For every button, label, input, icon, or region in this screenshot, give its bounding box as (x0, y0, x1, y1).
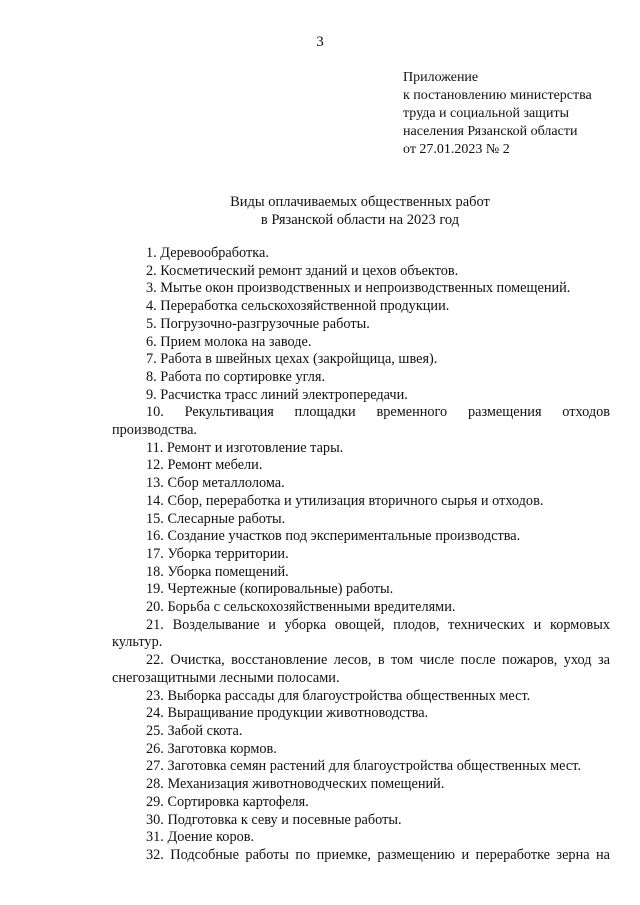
list-item: 12. Ремонт мебели. (146, 457, 263, 474)
list-item: 9. Расчистка трасс линий электропередачи. (146, 386, 408, 403)
list-item: 7. Работа в швейных цехах (закройщица, швея). (146, 351, 438, 368)
list-item: 30. Подготовка к севу и посевные работы. (146, 811, 402, 828)
list-item: 14. Сбор, переработка и утилизация вторичного сырья и отходов. (146, 492, 544, 509)
list-item: 31. Доение коров. (146, 829, 255, 846)
title-line: в Рязанской области на 2023 год (260, 212, 460, 228)
appendix-header (403, 69, 633, 159)
list-item-continuation: культур. (112, 634, 163, 651)
list-item: 29. Сортировка картофеля. (146, 793, 309, 810)
list-item: 5. Погрузочно-разгрузочные работы. (146, 315, 370, 332)
list-item: 6. Прием молока на заводе. (146, 333, 312, 350)
list-item: 15. Слесарные работы. (146, 510, 286, 527)
page-number: 3 (316, 34, 324, 50)
list-item: 28. Механизация животноводческих помещений. (146, 776, 445, 793)
list-item: 2. Косметический ремонт зданий и цехов объектов. (146, 262, 459, 279)
list-item: 24. Выращивание продукции животноводства. (146, 705, 429, 722)
appendix-line: населения Рязанской области (403, 124, 578, 139)
list-item: 22. Очистка, восстановление лесов, в том числе после пожаров, уход за (146, 652, 610, 669)
appendix-line: Приложение (403, 70, 479, 85)
list-item: 16. Создание участков под экспериментальные производства. (146, 528, 521, 545)
works-list (112, 245, 610, 865)
list-item: 20. Борьба с сельскохозяйственными вредителями. (146, 599, 456, 616)
list-item: 4. Переработка сельскохозяйственной продукции. (146, 298, 450, 315)
document-title (0, 193, 640, 229)
list-item: 21. Возделывание и уборка овощей, плодов, технических и кормовых (146, 616, 610, 633)
list-item: 17. Уборка территории. (146, 545, 289, 562)
list-item: 18. Уборка помещений. (146, 563, 289, 580)
list-item-continuation: производства. (112, 422, 197, 439)
list-item: 19. Чертежные (копировальные) работы. (146, 581, 394, 598)
appendix-line: к постановлению министерства (403, 88, 592, 103)
title-line: Виды оплачиваемых общественных работ (230, 194, 490, 210)
list-item: 11. Ремонт и изготовление тары. (146, 439, 344, 456)
list-item: 26. Заготовка кормов. (146, 740, 277, 757)
list-item: 32. Подсобные работы по приемке, размещению и переработке зерна на (146, 846, 610, 863)
list-item: 8. Работа по сортировке угля. (146, 368, 326, 385)
list-item: 23. Выборка рассады для благоустройства общественных мест. (146, 687, 531, 704)
list-item: 27. Заготовка семян растений для благоустройства общественных мест. (146, 758, 581, 775)
list-item: 13. Сбор металлолома. (146, 475, 285, 492)
appendix-line: труда и социальной защиты (403, 106, 569, 121)
list-item-continuation: снегозащитными лесными полосами. (112, 669, 340, 686)
appendix-line: от 27.01.2023 № 2 (403, 142, 510, 157)
list-item: 25. Забой скота. (146, 722, 243, 739)
list-item: 10. Рекультивация площадки временного размещения отходов (146, 404, 610, 421)
list-item: 1. Деревообработка. (146, 245, 269, 261)
list-item: 3. Мытье окон производственных и непроизводственных помещений. (146, 280, 571, 297)
